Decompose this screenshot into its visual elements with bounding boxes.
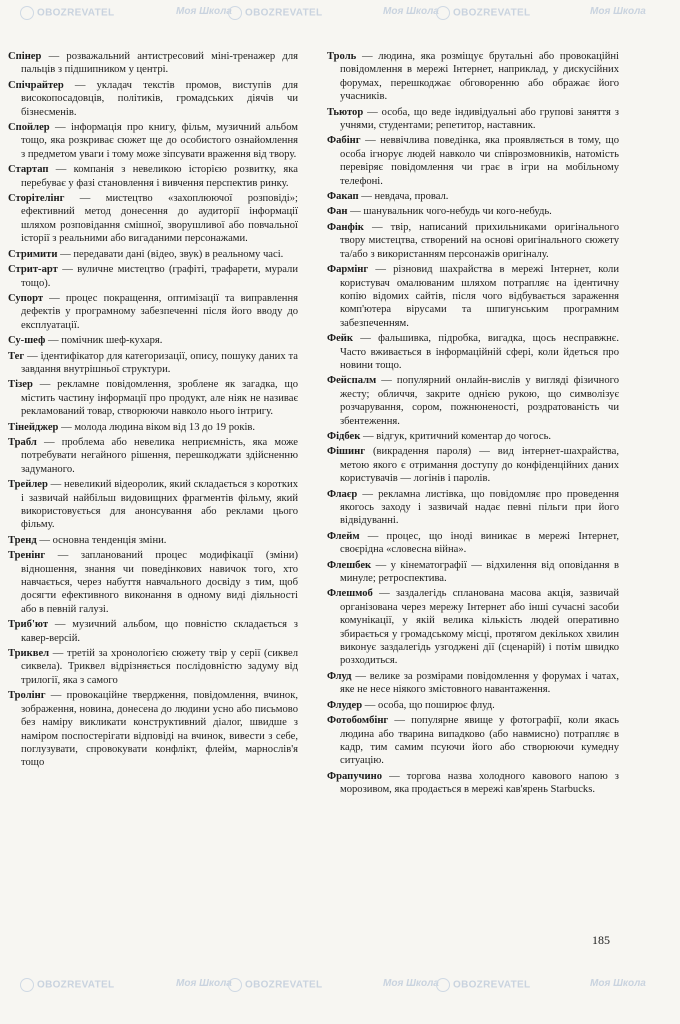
entry-definition: — укладач текстів промов, виступів для високопосадовців, політиків, громадських діячів чи бізнесменів.: [21, 79, 298, 118]
entry-term: Сторітелінг: [8, 193, 65, 205]
entry-definition: — фальшивка, підробка, вигадка, щось несправжнє. Часто вживається в інформаційній сфері, коли йдеться про новини тощо.: [340, 333, 619, 371]
glossary-entry: [327, 670, 619, 697]
entry-definition: — відгук, критичний коментар до чогось.: [360, 430, 552, 442]
entry-term: Супорт: [8, 292, 44, 304]
watermark: OBOZREVATEL: [228, 6, 322, 20]
right-column: [327, 50, 619, 799]
entry-term: Триб'ют: [8, 619, 49, 631]
entry-definition: — третій за хронологією сюжету твір у серії (сиквел сиквела). Триквел відрізняється послідовністю задуму від трилогії, яка з самого: [21, 648, 298, 686]
watermark: Моя Школа: [176, 6, 232, 17]
watermark: OBOZREVATEL: [436, 978, 530, 992]
entry-definition: — проблема або невелика неприємність, яка може потребувати негайного рішення, перешкоджати здійсненню задуманого.: [21, 436, 298, 475]
left-column: [8, 50, 298, 772]
entry-definition: — невеликий відеоролик, який складається з коротких і зазвичай найбільш видовищних фрагментів фільму, який використовується для анонсування або реклами цього фільму.: [21, 479, 298, 531]
watermark: OBOZREVATEL: [20, 978, 114, 992]
entry-term: Фідбек: [327, 430, 361, 442]
entry-definition: — популярне явище у фотографії, коли якась людина або тварина випадково (або навмисно) потрапляє в кадр, тим самим псуючи його або створюючи кумедну ситуацію.: [340, 715, 619, 767]
glossary-entry: [327, 559, 619, 586]
entry-definition: — людина, яка розміщує брутальні або провокаційні повідомлення в мережі Інтернет, наприклад, у дискусійних форумах, перешкоджає обговоренню або ображає його учасників.: [340, 51, 619, 103]
glossary-entry: [327, 530, 619, 557]
entry-term: Спойлер: [8, 122, 50, 134]
entry-term: Фан: [327, 206, 348, 218]
glossary-entry: [327, 205, 619, 218]
glossary-entry: [327, 134, 619, 188]
entry-definition: — шанувальник чого-небудь чи кого-небудь.: [347, 206, 552, 218]
glossary-entry: [8, 647, 298, 687]
glossary-entry: [8, 334, 298, 347]
watermark: OBOZREVATEL: [20, 6, 114, 20]
entry-definition: — процес, що іноді виникає в мережі Інтернет, своєрідна «словесна війна».: [340, 530, 619, 556]
glossary-entry: [8, 436, 298, 476]
entry-definition: — особа, що поширює флуд.: [362, 699, 495, 711]
entry-term: Фанфік: [327, 221, 364, 233]
entry-definition: — запланований процес модифікації (зміни) відношення, знання чи поведінкових навичок того, хто навчається, через набуття навчального досвіду з тим, щоб досягти ефективного виконання в одному виді діяльності або в певній галузі.: [21, 550, 298, 615]
entry-term: Стартап: [8, 164, 49, 176]
entry-term: Спічрайтер: [8, 79, 64, 91]
watermark: OBOZREVATEL: [436, 6, 530, 20]
glossary-entry: [327, 263, 619, 330]
glossary-entry: [8, 618, 298, 645]
entry-term: Фабінг: [327, 135, 361, 147]
entry-term: Стримити: [8, 248, 58, 260]
watermark: Моя Школа: [383, 6, 439, 17]
entry-definition: — провокаційне твердження, повідомлення, вчинок, зображення, новина, донесена до людини усно або письмово без наміру викликати конструктивний діалог, швидше з наміром поспостерігати відповіді на вчинок, вивести з себе, поглузувати, спровокувати конфлікт, флейм, марнослів'я тощо: [21, 690, 298, 769]
entry-definition: — рекламна листівка, що повідомляє про проведення якогось заходу і зазвичай надає певні пільги при його відвідуванні.: [340, 488, 619, 527]
glossary-entry: [8, 79, 298, 119]
entry-definition: (викрадення пароля) — вид інтернет-шахрайства, метою якого є отримання доступу до конфіденційних даних користувачів — логінів і паролів.: [340, 446, 619, 485]
glossary-entry: [8, 421, 298, 434]
glossary-entry: [327, 714, 619, 768]
watermark: Моя Школа: [383, 978, 439, 989]
glossary-entry: [327, 50, 619, 104]
entry-term: Флуд: [327, 670, 352, 682]
entry-term: Фейк: [327, 333, 354, 345]
entry-definition: — велике за розмірами повідомлення у форумах і чатах, яке не несе ніякого змістовного навантаження.: [340, 670, 619, 696]
glossary-entry: [327, 430, 619, 443]
entry-term: Флешмоб: [327, 588, 373, 600]
entry-term: Фотобомбінг: [327, 715, 389, 727]
entry-definition: — передавати дані (відео, звук) в реальному часі.: [57, 248, 284, 260]
entry-term: Флейм: [327, 530, 360, 542]
entry-definition: — компанія з невеликою історією розвитку, яка перебуває у фазі становлення і вивчення перспектив ринку.: [21, 164, 298, 189]
watermark-logo-icon: [20, 978, 34, 992]
entry-definition: — розважальний антистресовий міні-тренажер для пальців з підшипником у центрі.: [21, 51, 298, 76]
glossary-entry: [8, 248, 298, 261]
entry-term: Тег: [8, 350, 25, 362]
entry-definition: — заздалегідь спланована масова акція, зазвичай організована через мережу Інтернет або інші сучасні засоби комунікації, у якій велика кількість людей оперативно збирається у громадському місці, протягом декількох хвилин виконує заздалегідь узгоджені дії (сценарій) і потім швидко розходиться.: [340, 588, 619, 667]
watermark-logo-icon: [228, 978, 242, 992]
glossary-entry: [8, 689, 298, 769]
entry-term: Тьютор: [327, 106, 364, 118]
glossary-entry: [8, 50, 298, 77]
watermark-logo-icon: [20, 6, 34, 20]
entry-term: Трейлер: [8, 479, 48, 491]
entry-term: Триквел: [8, 648, 50, 660]
entry-definition: — у кінематографії — відхилення від оповідання в минуле; ретроспектива.: [340, 559, 619, 585]
entry-definition: — помічник шеф-кухаря.: [45, 335, 163, 347]
watermark: Моя Школа: [176, 978, 232, 989]
glossary-entry: [327, 106, 619, 133]
entry-definition: — молода людина віком від 13 до 19 років.: [58, 421, 256, 433]
glossary-entry: [327, 770, 619, 797]
entry-term: Флудер: [327, 699, 363, 711]
entry-term: Трабл: [8, 436, 37, 448]
glossary-entry: [8, 163, 298, 190]
entry-term: Тізер: [8, 379, 33, 391]
glossary-entry: [8, 292, 298, 332]
glossary-entry: [8, 263, 298, 290]
watermark: OBOZREVATEL: [228, 978, 322, 992]
glossary-entry: [327, 190, 619, 203]
entry-definition: — процес покращення, оптимізації та виправлення дефектів у програмному забезпеченні після його вводу до експлуатації.: [21, 292, 298, 331]
glossary-entry: [8, 549, 298, 616]
glossary-entry: [8, 534, 298, 547]
glossary-entry: [327, 587, 619, 667]
entry-definition: — ідентифікатор для категоризації, опису, пошуку даних та завдання внутрішньої структури.: [21, 350, 298, 375]
entry-term: Спінер: [8, 51, 42, 62]
entry-term: Тролінг: [8, 690, 46, 702]
watermark: Моя Школа: [590, 6, 646, 17]
glossary-entry: [8, 478, 298, 532]
glossary-entry: [327, 332, 619, 372]
entry-term: Тренінг: [8, 550, 46, 562]
entry-definition: — вуличне мистецтво (графіті, трафарети, мурали тощо).: [21, 264, 298, 289]
glossary-entry: [8, 378, 298, 418]
entry-definition: — музичний альбом, що повністю складається з кавер-версій.: [21, 619, 298, 644]
entry-definition: — мистецтво «захоплюючої розповіді»; ефективний метод донесення до аудиторії інформації шляхом розповідання смішної, зворушливої або повчальної історії з реальними або вигаданими персонажами.: [21, 193, 298, 245]
entry-term: Флаєр: [327, 488, 358, 500]
entry-definition: — основна тенденція зміни.: [36, 534, 167, 546]
page-number: 185: [592, 933, 610, 947]
entry-definition: — твір, написаний прихильниками оригінального твору мистецтва, створений на основі оригінального сюжету та/або з використанням персонажів оригіналу.: [340, 221, 619, 260]
entry-definition: — різновид шахрайства в мережі Інтернет, коли користувач омалюваним шляхом потрапляє на ідентичну копію відомих сайтів, після чого відбувається зараження комп'ютера вірусами та шпигунським програмним забезпеченням.: [340, 264, 619, 329]
entry-term: Троль: [327, 51, 357, 62]
watermark-logo-icon: [228, 6, 242, 20]
entry-definition: — торгова назва холодного кавового напою з морозивом, яка продається в мережі кав'ярень Starbucks.: [340, 770, 619, 796]
glossary-entry: [327, 221, 619, 261]
entry-term: Су-шеф: [8, 335, 46, 347]
glossary-entry: [327, 699, 619, 712]
entry-definition: — неввічлива поведінка, яка проявляється в тому, що особа ігнорує людей навколо чи співрозмовників, натомість перевіряє повідомлення чи грає в ігри на мобільному телефоні.: [340, 135, 619, 187]
entry-term: Стрит-арт: [8, 264, 58, 276]
entry-term: Фрапучино: [327, 770, 383, 782]
watermark: Моя Школа: [590, 978, 646, 989]
glossary-entry: [327, 488, 619, 528]
glossary-entry: [8, 192, 298, 246]
entry-definition: — популярний онлайн-вислів у вигляді фізичного жесту; обличчя, закрите однією рукою, що символізує розчарування, сором, пожнюненості, роздратованість чи збентеження.: [340, 375, 619, 427]
glossary-entry: [8, 350, 298, 377]
watermark-logo-icon: [436, 6, 450, 20]
glossary-entry: [327, 445, 619, 485]
watermark-logo-icon: [436, 978, 450, 992]
entry-definition: — особа, що веде індивідуальні або групові заняття з учнями, студентами; репетитор, наставник.: [340, 106, 619, 132]
entry-term: Факап: [327, 191, 359, 203]
glossary-entry: [327, 374, 619, 428]
entry-term: Фармінг: [327, 264, 369, 276]
entry-term: Флешбек: [327, 559, 372, 571]
entry-definition: — рекламне повідомлення, зроблене як загадка, що містить частину інформації про продукт, але ніяк не називає рекламований товар, створюючи навколо нього інтригу.: [21, 379, 298, 418]
entry-term: Тренд: [8, 534, 37, 546]
entry-definition: — невдача, провал.: [358, 191, 449, 203]
glossary-entry: [8, 121, 298, 161]
entry-term: Фішинг: [327, 446, 366, 458]
entry-term: Тінейджер: [8, 421, 59, 433]
entry-term: Фейспалм: [327, 375, 377, 387]
entry-definition: — інформація про книгу, фільм, музичний альбом тощо, яка розкриває сюжет ще до особистого ознайомлення з предметом уваги і тому може зіпсувати враження від твору.: [21, 122, 298, 160]
